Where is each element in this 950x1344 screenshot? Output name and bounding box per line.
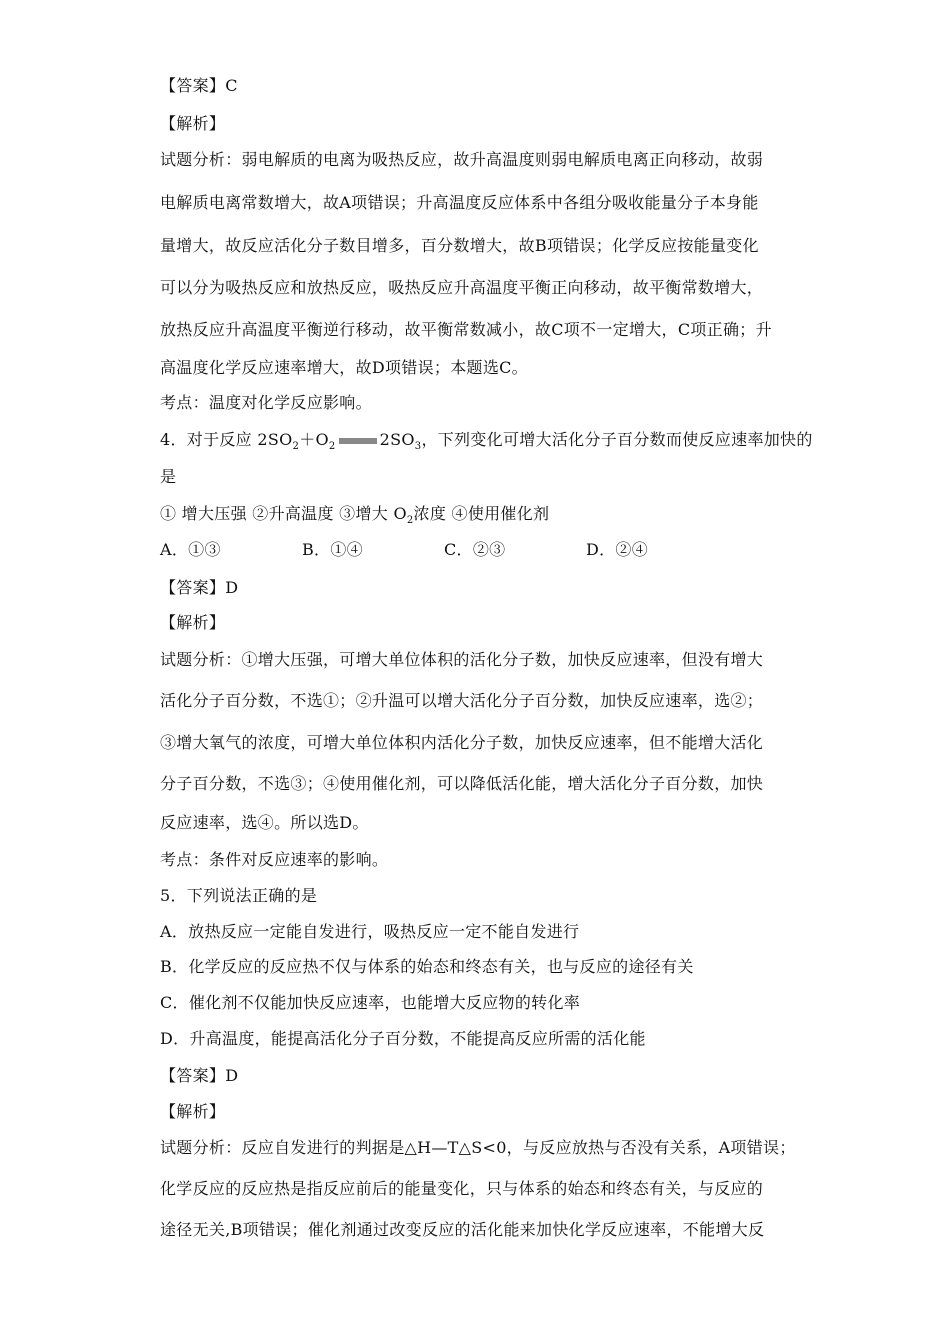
q5-answer-line [160, 1066, 238, 1086]
q4-analysis-line: 试题分析：①增大压强，可增大单位体积的活化分子数，加快反应速率，但没有增大 [160, 650, 764, 669]
q4-answer-line [160, 578, 238, 598]
answer-value: D [225, 578, 239, 597]
answer-value: C [225, 76, 238, 95]
answer-label: 【答案】 [160, 76, 226, 95]
q4-stem: 4．对于反应 $2SO_2+O_2$ $2SO_3$，下列变化可增大活化分子百分数而使反应速率加快的 [160, 430, 813, 453]
q4-stem-line2: 是 [160, 467, 177, 486]
q3-analysis-line: 放热反应升高温度平衡逆行移动，故平衡常数减小，故C项不一定增大，C项正确；升 [160, 320, 772, 339]
equilibrium-arrow-icon [338, 436, 378, 446]
q3-analysis-line: 高温度化学反应速率增大，故D项错误；本题选C。 [160, 358, 528, 377]
answer-label: 【答案】 [160, 578, 226, 597]
q4-option-b: B．①④ [302, 540, 363, 559]
q5-analysis-label: 【解析】 [160, 1102, 226, 1121]
q3-analysis-line: 可以分为吸热反应和放热反应，吸热反应升高温度平衡正向移动，故平衡常数增大， [160, 278, 764, 297]
q5-option-a: A．放热反应一定能自发进行，吸热反应一定不能自发进行 [160, 922, 580, 941]
q5-stem: 5．下列说法正确的是 [160, 886, 318, 905]
q3-analysis-label: 【解析】 [160, 114, 226, 133]
q4-option-d: D．②④ [586, 540, 649, 559]
q4-analysis-line: 反应速率，选④。所以选D。 [160, 813, 369, 832]
q5-option-c: C．催化剂不仅能加快反应速率，也能增大反应物的转化率 [160, 993, 581, 1012]
q3-analysis-line: 量增大，故反应活化分子数目增多，百分数增大，故B项错误；化学反应按能量变化 [160, 236, 759, 255]
q5-analysis-line: 途径无关,B项错误；催化剂通过改变反应的活化能来加快化学反应速率，不能增大反 [160, 1220, 765, 1239]
q4-analysis-label: 【解析】 [160, 613, 226, 632]
q4-option-a: A．①③ [160, 540, 221, 559]
q5-analysis-line: 化学反应的反应热是指反应前后的能量变化，只与体系的始态和终态有关，与反应的 [160, 1179, 764, 1198]
q4-analysis-line: 分子百分数，不选③；④使用催化剂，可以降低活化能，增大活化分子百分数，加快 [160, 774, 764, 793]
q4-conditions: ① 增大压强 ②升高温度 ③增大 $O_2$浓度 ④使用催化剂 [160, 504, 550, 527]
q5-option-d: D．升高温度，能提高活化分子百分数，不能提高反应所需的活化能 [160, 1029, 646, 1048]
q5-analysis-line: 试题分析：反应自发进行的判据是△H—T△S<0，与反应放热与否没有关系，A项错误； [160, 1138, 796, 1157]
q3-kaodian: 考点：温度对化学反应影响。 [160, 393, 372, 412]
q3-analysis-line: 电解质电离常数增大，故A项错误；升高温度反应体系中各组分吸收能量分子本身能 [160, 193, 759, 212]
q4-analysis-line: 活化分子百分数，不选①；②升温可以增大活化分子百分数，加快反应速率，选②； [160, 691, 764, 710]
q5-option-b: B．化学反应的反应热不仅与体系的始态和终态有关，也与反应的途径有关 [160, 957, 694, 976]
q4-analysis-line: ③增大氧气的浓度，可增大单位体积内活化分子数，加快反应速率，但不能增大活化 [160, 733, 764, 752]
answer-label: 【答案】 [160, 1066, 226, 1085]
q4-kaodian: 考点：条件对反应速率的影响。 [160, 850, 389, 869]
answer-value: D [225, 1066, 239, 1085]
q4-option-c: C．②③ [444, 540, 506, 559]
q3-analysis-line: 试题分析：弱电解质的电离为吸热反应，故升高温度则弱电解质电离正向移动，故弱 [160, 150, 764, 169]
q3-answer-line [160, 76, 238, 96]
